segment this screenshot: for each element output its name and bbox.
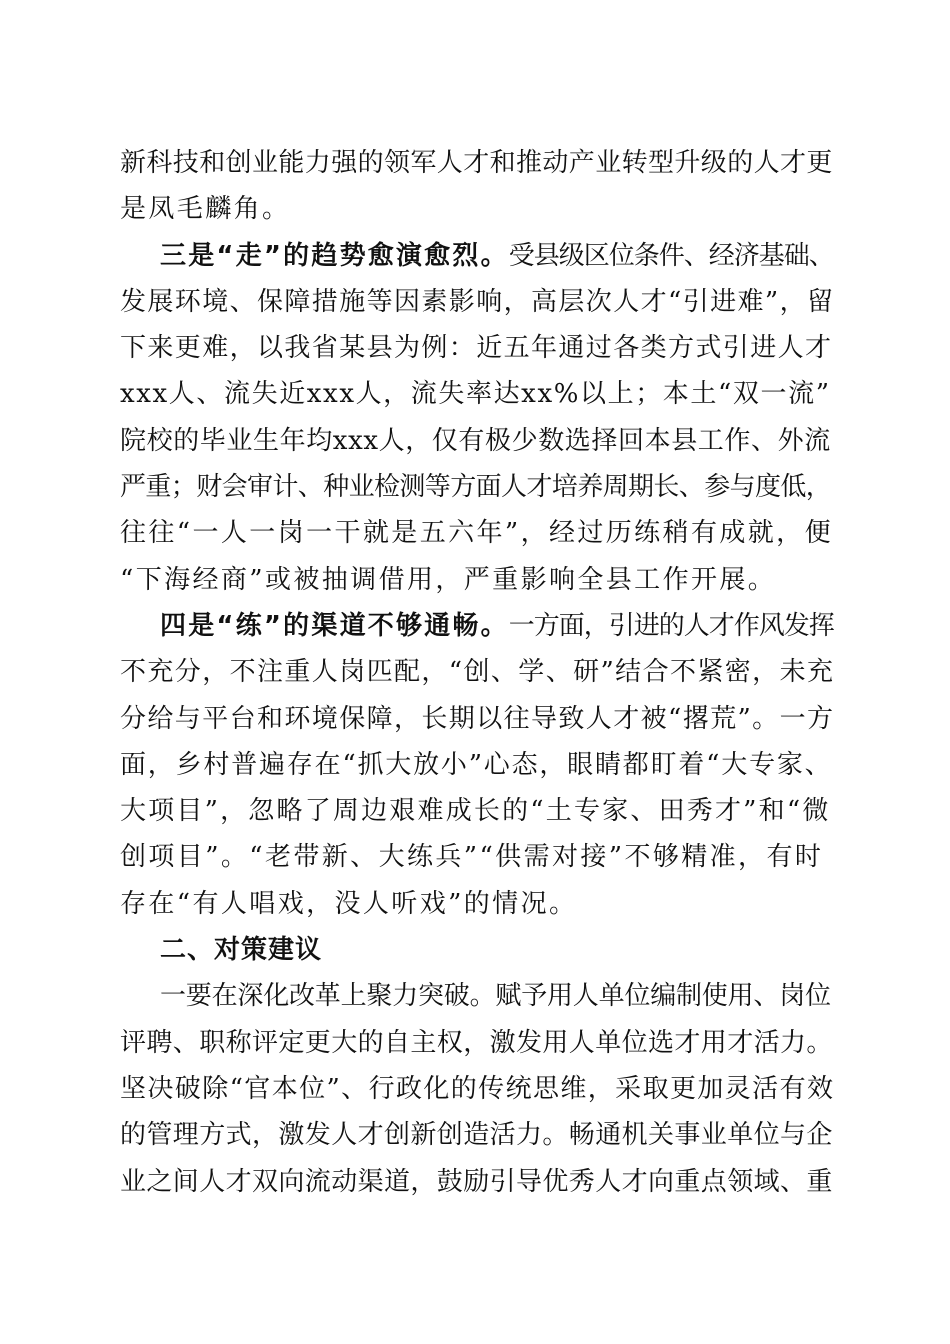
paragraph-1 — [120, 140, 834, 233]
text-line: 的管理方式，激发人才创新创造活力。畅通机关事业单位与企 — [120, 1120, 833, 1151]
text-line: 面，乡村普遍存在“抓大放小”心态，眼睛都盯着“大专家、 — [120, 749, 833, 780]
paragraph-lead: 三是“走”的趋势愈演愈烈。 — [160, 240, 509, 271]
text-line: 是凤毛麟角。 — [120, 194, 291, 225]
text-line: 发展环境、保障措施等因素影响，高层次人才“引进难”，留 — [120, 286, 835, 317]
text-line: 分给与平台和环境保障，长期以往导致人才被“撂荒”。一方 — [120, 703, 835, 734]
text-line: 坚决破除“官本位”、行政化的传统思维，采取更加灵活有效 — [120, 1073, 835, 1104]
text-line: 评聘、职称评定更大的自主权，激发用人单位选才用才活力。 — [120, 1027, 833, 1058]
paragraph-lead: 四是“练”的渠道不够通畅。 — [160, 610, 509, 641]
text-line: 严重；财会审计、种业检测等方面人才培养周期长、参与度低， — [120, 472, 832, 503]
text-line: “下海经商”或被抽调借用，严重影响全县工作开展。 — [120, 564, 777, 595]
paragraph-4 — [120, 973, 834, 1204]
text-line: 业之间人才双向流动渠道，鼓励引导优秀人才向重点领域、重 — [120, 1166, 833, 1197]
text-line: xxx人、流失近xxx人，流失率达xx%以上；本土“双一流” — [120, 379, 831, 410]
text-line: 院校的毕业生年均xxx人，仅有极少数选择回本县工作、外流 — [120, 425, 831, 456]
text-line: 不充分，不注重人岗匹配，“创、学、研”结合不紧密，未充 — [120, 657, 835, 688]
text-line: 下来更难，以我省某县为例：近五年通过各类方式引进人才 — [120, 333, 833, 364]
paragraph-3 — [120, 603, 834, 927]
text-line: 新科技和创业能力强的领军人才和推动产业转型升级的人才更 — [120, 148, 833, 178]
text-line: 大项目”，忽略了周边艰难成长的“土专家、田秀才”和“微 — [120, 796, 831, 827]
document-page — [120, 140, 834, 1205]
text-segment: 受县级区位条件、经济基础、 — [508, 240, 834, 271]
paragraph-2 — [120, 233, 834, 603]
text-line: 存在“有人唱戏，没人听戏”的情况。 — [120, 888, 578, 919]
text-line — [120, 233, 834, 279]
text-segment: 一方面，引进的人才作风发挥 — [508, 610, 834, 641]
text-line: 创项目”。“老带新、大练兵”“供需对接”不够精准，有时 — [120, 842, 824, 873]
section-heading: 二、对策建议 — [160, 935, 323, 966]
text-line: 往往“一人一岗一干就是五六年”，经过历练稍有成就，便 — [120, 518, 833, 549]
text-line — [120, 603, 834, 649]
text-line: 一要在深化改革上聚力突破。赋予用人单位编制使用、岗位 — [160, 981, 831, 1012]
